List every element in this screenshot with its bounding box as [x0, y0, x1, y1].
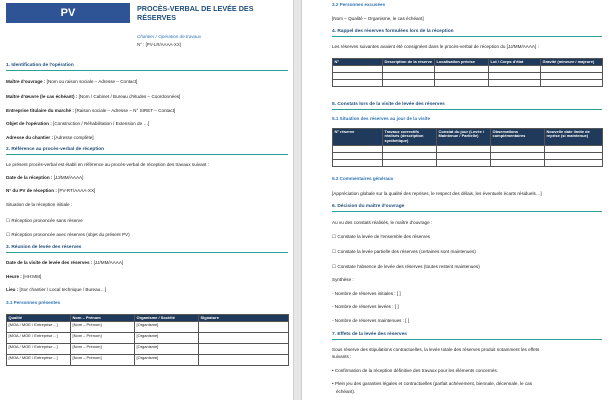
field-num-pv: N° du PV de réception : [PV-RT/AAAA-XX]: [6, 188, 96, 193]
table-cell[interactable]: [489, 79, 541, 86]
field-date-reception: Date de la réception : [JJ/MM/AAAA]: [6, 175, 84, 180]
page-2: [301, 0, 610, 400]
field-lieu: Lieu : [Sur chantier / Local technique / Bureau…]: [6, 287, 107, 292]
table-cell[interactable]: [MOA / MOE / Entreprise…]: [7, 343, 71, 354]
count-maintenues: - Nombre de réserves maintenues : [ ]: [332, 318, 410, 323]
excused-placeholder: [Nom – Qualité – Organisme, le cas échéant]: [332, 16, 424, 21]
attendees-col-signature: Signature: [199, 315, 289, 322]
table-cell[interactable]: [MOA / MOE / Entreprise…]: [7, 354, 71, 365]
table-cell[interactable]: [333, 65, 383, 72]
table-cell[interactable]: [383, 65, 435, 72]
table-cell[interactable]: [333, 152, 383, 159]
table-cell[interactable]: [Nom – Prénom]: [71, 321, 135, 332]
table-cell[interactable]: [541, 72, 603, 79]
table-cell[interactable]: [489, 72, 541, 79]
section-5-rule: [332, 109, 602, 110]
table-row: [7, 343, 289, 354]
subsection-situation-reserves: 5.1 Situation des réserves au jour de la visite: [332, 116, 431, 121]
table-cell[interactable]: [383, 152, 437, 159]
table-cell[interactable]: [199, 354, 289, 365]
option-levee-totale[interactable]: ☐ Constate la levée de l'ensemble des réserves: [332, 234, 430, 239]
constats-col-travaux: Travaux correctifs réalisés (description synthétique): [383, 129, 437, 146]
field-entreprise: Entreprise titulaire du marché : [Raison sociale – Adresse – N° SIRET – Contact]: [6, 108, 176, 113]
table-row: [7, 354, 289, 365]
table-cell[interactable]: [Nom – Prénom]: [71, 332, 135, 343]
attendees-col-qualite: Qualité: [7, 315, 71, 322]
constats-col-observations: Observations complémentaires: [491, 129, 545, 146]
section-4-heading: 4. Rappel des réserves formulées lors de la réception: [332, 29, 454, 34]
table-cell[interactable]: [383, 159, 437, 166]
table-cell[interactable]: [541, 65, 603, 72]
table-cell[interactable]: [333, 145, 383, 152]
subsection-personnes-presentes: 3.1 Personnes présentes: [6, 300, 61, 305]
reserves-header-row: [333, 59, 603, 66]
section-4-intro: Les réserves suivantes avaient été consignées dans le procès-verbal de réception du [JJ/MM/AAAA] :: [332, 44, 539, 49]
field-adresse: Adresse du chantier : [Adresse complète]: [6, 135, 94, 140]
synthese-label: Synthèse :: [332, 277, 354, 282]
table-cell[interactable]: [435, 79, 489, 86]
document-subtitle: Chantier / Opération de travaux: [137, 34, 202, 39]
field-date-visite: Date de la visite de levée des réserves : [JJ/MM/AAAA]: [6, 260, 124, 265]
table-row: [7, 321, 289, 332]
option-sans-reserve[interactable]: ☐ Réception prononcée sans réserve: [6, 218, 83, 223]
subsection-personnes-excusees: 3.2 Personnes excusées: [332, 2, 386, 7]
comment-placeholder: [Appréciation globale sur la qualité des reprises, le respect des délais, les éventuels écarts résiduels…]: [332, 191, 542, 196]
table-cell[interactable]: [437, 152, 491, 159]
table-cell[interactable]: [491, 152, 545, 159]
table-cell[interactable]: [MOA / MOE / Entreprise…]: [7, 321, 71, 332]
count-levees: - Nombre de réserves levées : [ ]: [332, 304, 399, 309]
attendees-col-nom: Nom – Prénom: [71, 315, 135, 322]
table-cell[interactable]: [383, 145, 437, 152]
attendees-table: [6, 314, 289, 366]
section-5-heading: 5. Constats lors de la visite de levée des réserves: [332, 102, 445, 107]
option-absence-levee[interactable]: ☐ Constate l'absence de levée des réserves (toutes restent maintenues): [332, 264, 480, 269]
table-cell[interactable]: [MOA / MOE / Entreprise…]: [7, 332, 71, 343]
attendees-header-row: [7, 315, 289, 322]
section-7-intro-line1: Sous réserve des stipulations contractuelles, la levée totale des réserves produit notamment les effets: [332, 347, 540, 352]
table-cell[interactable]: [383, 79, 435, 86]
attendees-col-organisme: Organisme / Société: [135, 315, 199, 322]
table-row: [333, 152, 603, 159]
section-2-heading: 2. Référence au procès-verbal de réception: [6, 147, 105, 152]
section-7-rule: [332, 339, 602, 340]
constats-table: [332, 128, 603, 167]
table-cell[interactable]: [Nom – Prénom]: [71, 343, 135, 354]
section-6-rule: [332, 211, 602, 212]
reserves-col-num: N°: [333, 59, 383, 66]
table-cell[interactable]: [545, 152, 603, 159]
table-cell[interactable]: [Organisme]: [135, 343, 199, 354]
section-1-rule: [6, 70, 288, 71]
section-1-heading: 1. Identification de l'opération: [6, 63, 74, 68]
field-objet: Objet de l'opération : [Construction / Réhabilitation / Extension de …]: [6, 121, 150, 126]
effect-bullet-1: • Confirmation de la réception définitive des travaux pour les éléments concernés.: [332, 368, 499, 373]
table-row: [7, 332, 289, 343]
table-row: [333, 159, 603, 166]
table-cell[interactable]: [333, 159, 383, 166]
section-3-rule: [6, 252, 288, 253]
table-cell[interactable]: [Nom – Prénom]: [71, 354, 135, 365]
table-row: [333, 79, 603, 86]
section-4-rule: [332, 36, 602, 37]
reserves-col-description: Description de la réserve: [383, 59, 435, 66]
constats-col-nouvelle-date: Nouvelle date limite de reprise (si maintenue): [545, 129, 603, 146]
table-cell[interactable]: [541, 79, 603, 86]
option-avec-reserves[interactable]: ☐ Réception prononcée avec réserves (objet du présent PV): [6, 232, 130, 237]
table-cell[interactable]: [435, 65, 489, 72]
table-cell[interactable]: [489, 65, 541, 72]
table-cell[interactable]: [Organisme]: [135, 321, 199, 332]
constats-header-row: [333, 129, 603, 146]
table-cell[interactable]: [199, 332, 289, 343]
section-2-rule: [6, 154, 288, 155]
table-row: [333, 65, 603, 72]
section-2-intro: Le présent procès-verbal est établi en référence au procès-verbal de réception des travaux suivant :: [6, 162, 210, 167]
effect-bullet-2-cont: échéant).: [336, 389, 356, 394]
field-maitre-ouvrage: Maître d'ouvrage : [Nom ou raison sociale – Adresse – Contact]: [6, 79, 138, 84]
section-7-intro-line2: suivants :: [332, 354, 352, 359]
document-title: [137, 5, 287, 22]
field-heure: Heure : [HH:MM]: [6, 274, 42, 279]
subsection-commentaires: 5.2 Commentaires généraux: [332, 176, 394, 181]
table-cell[interactable]: [333, 72, 383, 79]
table-cell[interactable]: [435, 72, 489, 79]
reserves-col-localisation: Localisation précise: [435, 59, 489, 66]
table-cell[interactable]: [199, 343, 289, 354]
table-cell[interactable]: [Organisme]: [135, 354, 199, 365]
reserves-col-gravite: Gravité (mineure / majeure): [541, 59, 603, 66]
field-maitre-oeuvre: Maître d'œuvre (le cas échéant) : [Nom / Cabinet / Bureau d'études – Coordonnées]: [6, 94, 181, 99]
table-row: [333, 72, 603, 79]
reserves-table: [332, 58, 603, 87]
document-title-text: PROCÈS-VERBAL DE LEVÉE DES RÉSERVES: [137, 4, 254, 22]
section-7-heading: 7. Effets de la levée des réserves: [332, 332, 407, 337]
table-cell[interactable]: [545, 145, 603, 152]
reserves-col-lot: Lot / Corps d'état: [489, 59, 541, 66]
option-levee-partielle[interactable]: ☐ Constate la levée partielle des réserves (certaines sont maintenues): [332, 249, 476, 254]
table-cell[interactable]: [437, 159, 491, 166]
constats-col-constat: Constat du jour (Levée / Maintenue / Partielle): [437, 129, 491, 146]
table-cell[interactable]: [383, 72, 435, 79]
section-6-heading: 6. Décision du maître d'ouvrage: [332, 204, 405, 209]
table-cell[interactable]: [491, 145, 545, 152]
table-row: [333, 145, 603, 152]
situation-label: Situation de la réception initiale :: [6, 202, 73, 207]
table-cell[interactable]: [491, 159, 545, 166]
document-reference: N° : [PV-LR/AAAA-XX]: [137, 42, 181, 47]
table-cell[interactable]: [437, 145, 491, 152]
section-6-intro: Au vu des constats réalisés, le maître d'ouvrage :: [332, 220, 433, 225]
page-1: [0, 0, 294, 400]
pv-logo: PV: [6, 3, 130, 23]
section-3-heading: 3. Réunion de levée des réserves: [6, 245, 82, 250]
table-cell[interactable]: [545, 159, 603, 166]
effect-bullet-2: • Plein jeu des garanties légales et contractuelles (parfait achèvement, biennale, décennale, le cas: [332, 381, 533, 386]
table-cell[interactable]: [Organisme]: [135, 332, 199, 343]
constats-col-num: N° réserve: [333, 129, 383, 146]
table-cell[interactable]: [199, 321, 289, 332]
table-cell[interactable]: [333, 79, 383, 86]
count-initiales: - Nombre de réserves initiales : [ ]: [332, 291, 401, 296]
